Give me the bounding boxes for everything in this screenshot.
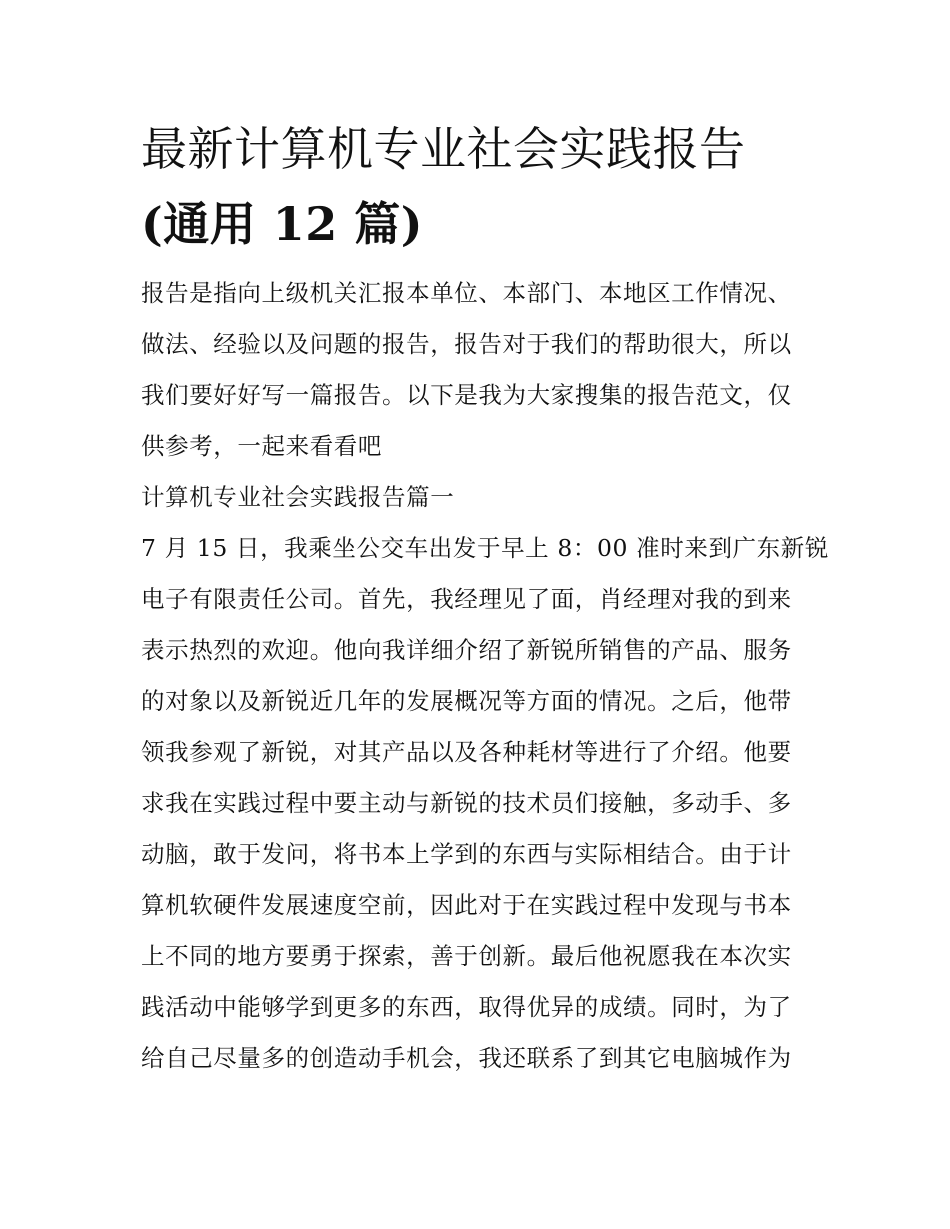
- text-line: 领我参观了新锐，对其产品以及各种耗材等进行了介绍。他要: [141, 738, 792, 766]
- text-line: 的对象以及新锐近几年的发展概况等方面的情况。之后，他带: [141, 687, 792, 715]
- text-line: 我们要好好写一篇报告。以下是我为大家搜集的报告范文，仅: [141, 381, 792, 409]
- section-paragraph: [141, 523, 829, 1084]
- text-line: 上不同的地方要勇于探索，善于创新。最后他祝愿我在本次实: [141, 942, 792, 970]
- title-line: 最新计算机专业社会实践报告: [141, 122, 746, 176]
- text-line: 表示热烈的欢迎。他向我详细介绍了新锐所销售的产品、服务: [141, 636, 792, 664]
- intro-paragraph: [141, 268, 811, 472]
- text-line: 践活动中能够学到更多的东西，取得优异的成绩。同时，为了: [141, 993, 792, 1021]
- text-line: 电子有限责任公司。首先，我经理见了面，肖经理对我的到来: [141, 585, 792, 613]
- text-line: 7 月 15 日，我乘坐公交车出发于早上 8：00 准时来到广东新锐: [141, 534, 829, 562]
- document-body: [141, 268, 829, 1084]
- document-content: [141, 112, 829, 1084]
- text-line: 供参考，一起来看看吧: [141, 432, 382, 460]
- text-line: 做法、经验以及问题的报告，报告对于我们的帮助很大，所以: [141, 330, 792, 358]
- text-line: 给自己尽量多的创造动手机会，我还联系了到其它电脑城作为: [141, 1044, 792, 1072]
- text-line: 报告是指向上级机关汇报本单位、本部门、本地区工作情况、: [141, 279, 792, 307]
- text-line: 算机软硬件发展速度空前，因此对于在实践过程中发现与书本: [141, 891, 792, 919]
- title-line: (通用 12 篇): [141, 197, 424, 251]
- document-title: [141, 112, 811, 262]
- text-line: 动脑，敢于发问，将书本上学到的东西与实际相结合。由于计: [141, 840, 792, 868]
- section-heading: 计算机专业社会实践报告篇一: [141, 483, 455, 511]
- text-line: 求我在实践过程中要主动与新锐的技术员们接触，多动手、多: [141, 789, 792, 817]
